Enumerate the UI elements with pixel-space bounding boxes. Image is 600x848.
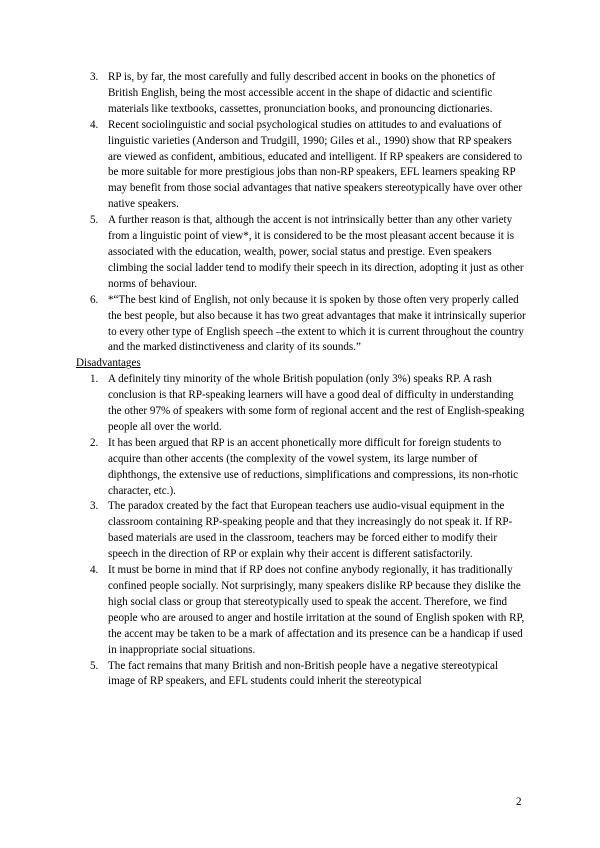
disadvantages-list — [76, 372, 526, 690]
page-number: 2 — [516, 796, 522, 808]
item-number: 4. — [90, 118, 99, 131]
item-text: The fact remains that many British and non-British people have a negative stereotypical image of RP speakers, and EFL students could inherit the stereotypical — [108, 659, 499, 688]
list-item — [76, 70, 526, 118]
item-text: *“The best kind of English, not only because it is spoken by those often very properly called the best people, but also because it has two great advantages that make it intrinsically superior to every other type of English speech –the extent to which it is current throughout the country and the marked distinctiveness and clarity of its sounds.” — [108, 293, 526, 354]
item-text: It has been argued that RP is an accent phonetically more difficult for foreign students to acquire than other accents (the complexity of the vowel system, its large number of diphthongs, the extensive use of reductions, simplifications and compressions, its non-rhotic character, etc.). — [108, 436, 519, 497]
page-content — [76, 70, 526, 690]
item-number: 4. — [90, 564, 99, 577]
item-text: A further reason is that, although the accent is not intrinsically better than any other variety from a linguistic point of view*, it is considered to be the most pleasant accent because it is associated with the education, wealth, power, social status and prestige. Even speakers climbing the social ladder tend to modify their speech in its direction, adopting it just as other norms of behaviour. — [108, 214, 524, 290]
list-item — [76, 213, 526, 293]
list-item — [76, 659, 526, 691]
item-text: A definitely tiny minority of the whole British population (only 3%) speaks RP. A rash conclusion is that RP-speaking learners will have a good deal of difficulty in understanding the other 97% of speakers with some form of regional accent and the rest of English-speaking people all over the world. — [108, 373, 525, 433]
list-item — [76, 118, 526, 213]
item-number: 3. — [90, 500, 99, 513]
item-number: 2. — [90, 436, 99, 449]
list-item — [76, 293, 526, 357]
item-number: 5. — [90, 659, 99, 672]
item-text: RP is, by far, the most carefully and fully described accent in books on the phonetics of British English, being the most accessible accent in the shape of didactic and scientific materials like textbooks, cassettes, pronunciation books, and pronouncing dictionaries. — [108, 71, 496, 115]
item-number: 1. — [90, 373, 99, 386]
item-text: It must be borne in mind that if RP does not confine anybody regionally, it has traditionally confined people socially. Not surprisingly, many speakers dislike RP because they dislike the high social class or group that stereotypically used to speak the accent. Therefore, we find people who are aroused to anger and hostile irritation at the sound of English spoken with RP, the accent may be taken to be a mark of affectation and its presence can be a handicap if used in inappropriate social situations. — [108, 564, 525, 656]
item-text: Recent sociolinguistic and social psychological studies on attitudes to and evaluations of linguistic varieties (Anderson and Trudgill, 1990; Giles et al., 1990) show that RP speakers are viewed as confident, ambitious, educated and intelligent. If RP speakers are considered to be more suitable for more prestigious jobs than non-RP speakers, EFL learners speaking RP may benefit from those social advantages that native speakers stereotypically have over other native speakers. — [108, 118, 523, 211]
list-item — [76, 499, 526, 563]
list-item — [76, 436, 526, 500]
item-number: 5. — [90, 214, 99, 227]
item-text: The paradox created by the fact that European teachers use audio-visual equipment in the classroom containing RP-speaking people and that they increasingly do not speak it. If RP-based materials are used in the classroom, teachers may be forced either to modify their speech in the direction of RP or explain why their accent is different satisfactorily. — [108, 500, 513, 561]
item-number: 6. — [90, 293, 99, 306]
disadvantages-heading: Disadvantages — [76, 357, 141, 370]
item-number: 3. — [90, 71, 99, 83]
list-item — [76, 372, 526, 436]
advantages-list — [76, 70, 526, 356]
list-item — [76, 563, 526, 658]
